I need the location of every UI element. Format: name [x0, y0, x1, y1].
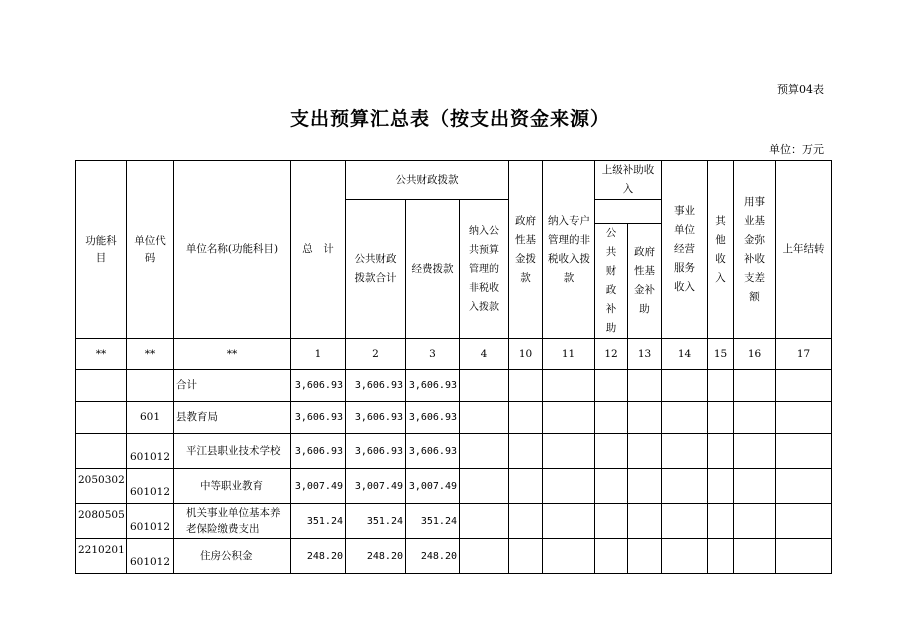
- header-public-finance: 公共财政拨款: [346, 161, 509, 200]
- index-cell: 2: [346, 339, 406, 370]
- pf-subtotal-value: 3,606.93: [346, 434, 406, 469]
- page-title: 支出预算汇总表（按支出资金来源）: [289, 108, 610, 130]
- total-value: 3,007.49: [291, 469, 346, 504]
- header-other: 其他收入: [708, 161, 734, 339]
- index-cell: **: [76, 339, 127, 370]
- header-func: 功能科目: [76, 161, 127, 339]
- header-pf-fund: 经费拨款: [406, 200, 460, 339]
- form-tag: 预算04表: [777, 83, 824, 96]
- func-code: 2210201: [76, 539, 127, 574]
- header-code: 单位代码: [127, 161, 174, 339]
- table-row: [76, 370, 832, 402]
- total-value: 3,606.93: [291, 434, 346, 469]
- unit-code: [127, 370, 174, 402]
- header-sup-govfund: 政府性基金补助: [628, 224, 662, 339]
- func-code: 2080505: [76, 504, 127, 539]
- pf-fund-value: 3,007.49: [406, 469, 460, 504]
- unit-name: 合计: [174, 370, 291, 402]
- pf-fund-value: 3,606.93: [406, 370, 460, 402]
- unit-code: 601012: [127, 539, 174, 574]
- unit-name: 住房公积金: [174, 539, 291, 574]
- table-row: [76, 402, 832, 434]
- pf-subtotal-value: 3,606.93: [346, 402, 406, 434]
- index-cell: 13: [628, 339, 662, 370]
- header-total: 总 计: [291, 161, 346, 339]
- header-special-nontax: 纳入专户管理的非税收入拨款: [543, 161, 595, 339]
- index-cell: **: [127, 339, 174, 370]
- unit-code: 601: [127, 402, 174, 434]
- header-business: 事业单位经营服务收入: [662, 161, 708, 339]
- func-code: 2050302: [76, 469, 127, 504]
- pf-fund-value: 351.24: [406, 504, 460, 539]
- func-code: [76, 402, 127, 434]
- header-carryover: 上年结转: [776, 161, 832, 339]
- table-row: [76, 469, 832, 504]
- index-cell: 14: [662, 339, 708, 370]
- table-row: [76, 504, 832, 539]
- index-cell: 1: [291, 339, 346, 370]
- pf-fund-value: 3,606.93: [406, 402, 460, 434]
- unit-code: 601012: [127, 434, 174, 469]
- pf-fund-value: 3,606.93: [406, 434, 460, 469]
- table-row: [76, 539, 832, 574]
- index-cell: 10: [509, 339, 543, 370]
- unit-name: 平江县职业技术学校: [174, 434, 291, 469]
- unit-name: 机关事业单位基本养老保险缴费支出: [174, 504, 291, 539]
- pf-fund-value: 248.20: [406, 539, 460, 574]
- index-cell: 17: [776, 339, 832, 370]
- budget-table: [75, 160, 832, 574]
- unit-code: 601012: [127, 504, 174, 539]
- unit-name: 县教育局: [174, 402, 291, 434]
- func-code: [76, 370, 127, 402]
- header-sup-public: 公共财政补助: [595, 224, 628, 339]
- index-cell: 11: [543, 339, 595, 370]
- total-value: 248.20: [291, 539, 346, 574]
- header-pf-nontax: 纳入公共预算管理的非税收入拨款: [460, 200, 509, 339]
- header-pf-subtotal: 公共财政拨款合计: [346, 200, 406, 339]
- header-name: 单位名称(功能科目): [174, 161, 291, 339]
- unit-name: 中等职业教育: [174, 469, 291, 504]
- index-cell: 15: [708, 339, 734, 370]
- func-code: [76, 434, 127, 469]
- unit-label: 单位：万元: [769, 143, 824, 156]
- table-row: [76, 434, 832, 469]
- total-value: 351.24: [291, 504, 346, 539]
- unit-code: 601012: [127, 469, 174, 504]
- pf-subtotal-value: 3,007.49: [346, 469, 406, 504]
- pf-subtotal-value: 248.20: [346, 539, 406, 574]
- index-row: [76, 339, 832, 370]
- index-cell: 16: [734, 339, 776, 370]
- header-row-1: [76, 161, 832, 200]
- index-cell: 4: [460, 339, 509, 370]
- header-gov-fund: 政府性基金拨款: [509, 161, 543, 339]
- pf-subtotal-value: 3,606.93: [346, 370, 406, 402]
- header-fund-make-up: 用事业基金弥补收支差额: [734, 161, 776, 339]
- index-cell: **: [174, 339, 291, 370]
- index-cell: 3: [406, 339, 460, 370]
- pf-subtotal-value: 351.24: [346, 504, 406, 539]
- header-superior-subsidy: 上级补助收入: [595, 161, 662, 200]
- total-value: 3,606.93: [291, 370, 346, 402]
- index-cell: 12: [595, 339, 628, 370]
- total-value: 3,606.93: [291, 402, 346, 434]
